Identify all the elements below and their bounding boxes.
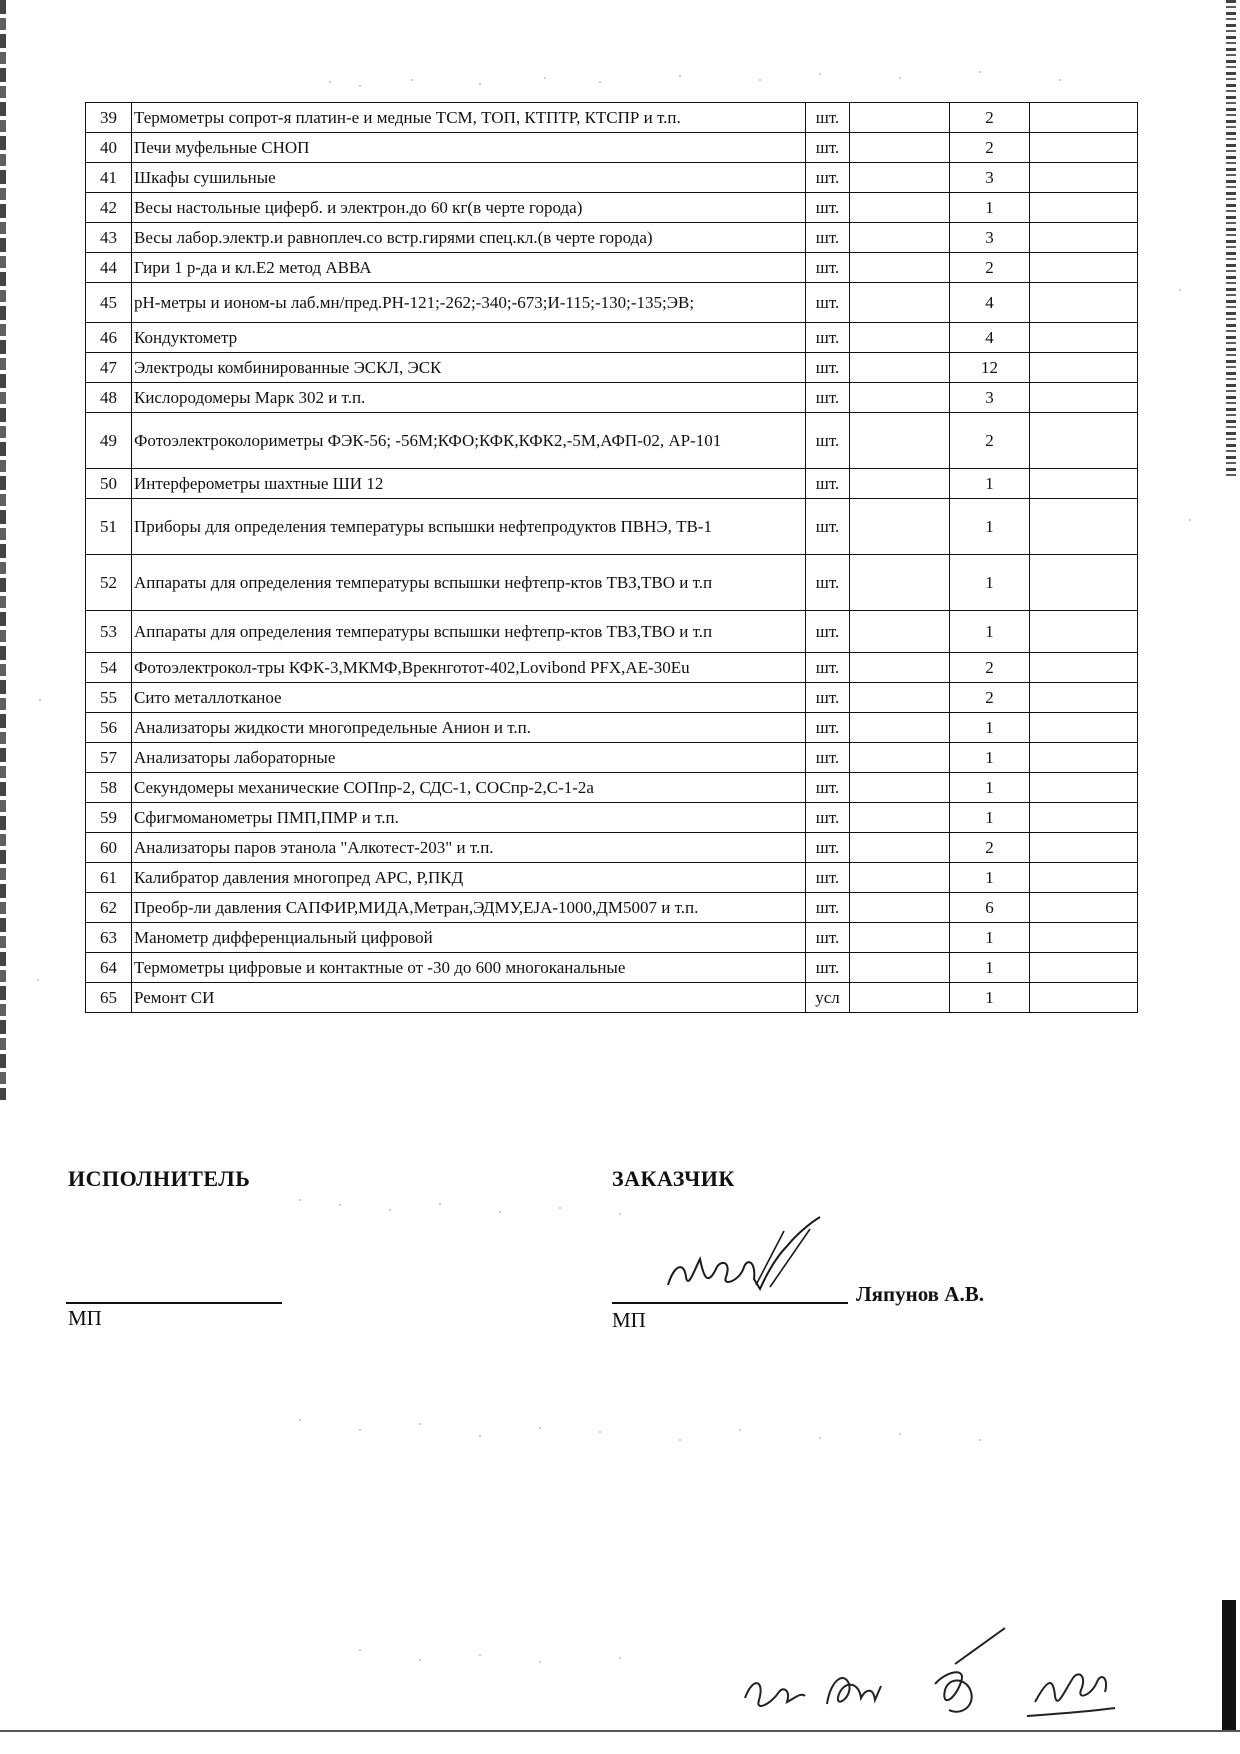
empty-cell [1030, 983, 1138, 1013]
table-row [86, 283, 1138, 323]
empty-cell [1030, 103, 1138, 133]
empty-cell [1030, 469, 1138, 499]
customer-stamp-label: МП [612, 1308, 646, 1332]
item-quantity: 1 [950, 469, 1030, 499]
row-number: 43 [86, 223, 132, 253]
item-unit: шт. [806, 163, 850, 193]
item-name: Весы лабор.электр.и равноплеч.со встр.гирями спец.кл.(в черте города) [132, 223, 806, 253]
empty-cell [850, 353, 950, 383]
item-quantity: 2 [950, 413, 1030, 469]
item-name: Калибратор давления многопред АРС, Р,ПКД [132, 863, 806, 893]
empty-cell [850, 223, 950, 253]
empty-cell [850, 383, 950, 413]
item-unit: шт. [806, 413, 850, 469]
empty-cell [850, 743, 950, 773]
item-unit: шт. [806, 383, 850, 413]
empty-cell [850, 653, 950, 683]
item-quantity: 4 [950, 323, 1030, 353]
empty-cell [1030, 611, 1138, 653]
item-quantity: 1 [950, 803, 1030, 833]
empty-cell [850, 833, 950, 863]
table-row [86, 469, 1138, 499]
row-number: 64 [86, 953, 132, 983]
empty-cell [1030, 223, 1138, 253]
table-row [86, 683, 1138, 713]
empty-cell [850, 103, 950, 133]
item-quantity: 1 [950, 713, 1030, 743]
item-name: Интерферометры шахтные ШИ 12 [132, 469, 806, 499]
item-name: Секундомеры механические СОПпр-2, СДС-1, СОСпр-2,С-1-2а [132, 773, 806, 803]
executor-stamp-label: МП [68, 1306, 102, 1330]
item-name: pH-метры и ионом-ы лаб.мн/пред.РН-121;-262;-340;-673;И-115;-130;-135;ЭВ; [132, 283, 806, 323]
items-table [85, 102, 1138, 1013]
item-quantity: 1 [950, 499, 1030, 555]
item-quantity: 1 [950, 611, 1030, 653]
item-unit: шт. [806, 499, 850, 555]
table-row [86, 103, 1138, 133]
scan-edge-artifact-right-bottom [1222, 1600, 1236, 1730]
table-row [86, 499, 1138, 555]
item-unit: шт. [806, 283, 850, 323]
item-unit: шт. [806, 863, 850, 893]
empty-cell [850, 133, 950, 163]
item-name: Сито металлотканое [132, 683, 806, 713]
item-quantity: 1 [950, 953, 1030, 983]
item-unit: шт. [806, 323, 850, 353]
item-unit: шт. [806, 653, 850, 683]
empty-cell [1030, 683, 1138, 713]
item-name: Анализаторы паров этанола "Алкотест-203" и т.п. [132, 833, 806, 863]
row-number: 39 [86, 103, 132, 133]
item-unit: шт. [806, 683, 850, 713]
item-unit: шт. [806, 713, 850, 743]
item-name: Электроды комбинированные ЭСКЛ, ЭСК [132, 353, 806, 383]
table-row [86, 743, 1138, 773]
item-name: Аппараты для определения температуры вспышки нефтепр-ктов ТВЗ,ТВО и т.п [132, 611, 806, 653]
row-number: 56 [86, 713, 132, 743]
row-number: 58 [86, 773, 132, 803]
empty-cell [1030, 133, 1138, 163]
item-quantity: 12 [950, 353, 1030, 383]
item-quantity: 2 [950, 683, 1030, 713]
item-quantity: 2 [950, 103, 1030, 133]
empty-cell [1030, 713, 1138, 743]
empty-cell [850, 323, 950, 353]
empty-cell [850, 555, 950, 611]
item-name: Термометры цифровые и контактные от -30 до 600 многоканальные [132, 953, 806, 983]
empty-cell [1030, 383, 1138, 413]
empty-cell [850, 893, 950, 923]
item-name: Приборы для определения температуры вспышки нефтепродуктов ПВНЭ, ТВ-1 [132, 499, 806, 555]
item-name: Кислородомеры Марк 302 и т.п. [132, 383, 806, 413]
empty-cell [850, 773, 950, 803]
item-quantity: 4 [950, 283, 1030, 323]
empty-cell [850, 803, 950, 833]
row-number: 42 [86, 193, 132, 223]
row-number: 65 [86, 983, 132, 1013]
table-row [86, 983, 1138, 1013]
item-quantity: 2 [950, 253, 1030, 283]
item-name: Фотоэлектроколориметры ФЭК-56; -56М;КФО;КФК,КФК2,-5М,АФП-02, АР-101 [132, 413, 806, 469]
customer-signature [660, 1215, 840, 1310]
row-number: 44 [86, 253, 132, 283]
table-row [86, 713, 1138, 743]
row-number: 46 [86, 323, 132, 353]
item-name: Фотоэлектрокол-тры КФК-3,МКМФ,Врекнготот-402,Lovibond PFX,AE-30Eu [132, 653, 806, 683]
row-number: 55 [86, 683, 132, 713]
row-number: 50 [86, 469, 132, 499]
row-number: 59 [86, 803, 132, 833]
item-name: Кондуктометр [132, 323, 806, 353]
table-row [86, 833, 1138, 863]
empty-cell [850, 283, 950, 323]
empty-cell [850, 923, 950, 953]
empty-cell [850, 253, 950, 283]
item-name: Анализаторы жидкости многопредельные Анион и т.п. [132, 713, 806, 743]
scan-bottom-line [0, 1730, 1240, 1732]
empty-cell [1030, 773, 1138, 803]
empty-cell [1030, 323, 1138, 353]
customer-signatory-name: Ляпунов А.В. [856, 1282, 984, 1306]
item-unit: шт. [806, 953, 850, 983]
empty-cell [1030, 653, 1138, 683]
item-unit: шт. [806, 833, 850, 863]
empty-cell [1030, 833, 1138, 863]
table-row [86, 863, 1138, 893]
empty-cell [1030, 555, 1138, 611]
item-name: Манометр дифференциальный цифровой [132, 923, 806, 953]
empty-cell [1030, 283, 1138, 323]
item-unit: шт. [806, 611, 850, 653]
item-quantity: 2 [950, 653, 1030, 683]
table-row [86, 193, 1138, 223]
empty-cell [850, 983, 950, 1013]
item-quantity: 2 [950, 833, 1030, 863]
empty-cell [850, 193, 950, 223]
item-name: Весы настольные циферб. и электрон.до 60 кг(в черте города) [132, 193, 806, 223]
table-row [86, 773, 1138, 803]
executor-signature-line [66, 1302, 282, 1304]
item-unit: шт. [806, 743, 850, 773]
row-number: 57 [86, 743, 132, 773]
item-name: Преобр-ли давления САПФИР,МИДА,Метран,ЭДМУ,EJA-1000,ДМ5007 и т.п. [132, 893, 806, 923]
empty-cell [850, 163, 950, 193]
item-quantity: 2 [950, 133, 1030, 163]
item-quantity: 3 [950, 223, 1030, 253]
item-name: Анализаторы лабораторные [132, 743, 806, 773]
table-row [86, 413, 1138, 469]
item-name: Аппараты для определения температуры вспышки нефтепр-ктов ТВЗ,ТВО и т.п [132, 555, 806, 611]
row-number: 51 [86, 499, 132, 555]
item-unit: шт. [806, 803, 850, 833]
customer-title: ЗАКАЗЧИК [612, 1166, 735, 1191]
item-quantity: 1 [950, 923, 1030, 953]
table-row [86, 353, 1138, 383]
empty-cell [1030, 413, 1138, 469]
empty-cell [1030, 923, 1138, 953]
item-unit: шт. [806, 193, 850, 223]
item-quantity: 1 [950, 555, 1030, 611]
scan-edge-artifact-right [1226, 0, 1236, 480]
item-unit: шт. [806, 469, 850, 499]
item-unit: усл [806, 983, 850, 1013]
item-unit: шт. [806, 923, 850, 953]
item-quantity: 1 [950, 773, 1030, 803]
page-initials-signatures [735, 1620, 1155, 1730]
item-unit: шт. [806, 103, 850, 133]
row-number: 49 [86, 413, 132, 469]
table-row [86, 923, 1138, 953]
empty-cell [850, 863, 950, 893]
empty-cell [1030, 353, 1138, 383]
item-name: Гири 1 р-да и кл.Е2 метод АВВА [132, 253, 806, 283]
table-row [86, 133, 1138, 163]
item-quantity: 6 [950, 893, 1030, 923]
empty-cell [850, 713, 950, 743]
item-unit: шт. [806, 133, 850, 163]
table-row [86, 953, 1138, 983]
item-quantity: 3 [950, 383, 1030, 413]
empty-cell [1030, 193, 1138, 223]
table-row [86, 383, 1138, 413]
item-quantity: 1 [950, 863, 1030, 893]
item-quantity: 1 [950, 193, 1030, 223]
item-unit: шт. [806, 773, 850, 803]
row-number: 60 [86, 833, 132, 863]
table-row [86, 653, 1138, 683]
empty-cell [1030, 253, 1138, 283]
item-name: Шкафы сушильные [132, 163, 806, 193]
empty-cell [850, 413, 950, 469]
table-row [86, 253, 1138, 283]
table-row [86, 163, 1138, 193]
item-name: Ремонт СИ [132, 983, 806, 1013]
empty-cell [1030, 803, 1138, 833]
item-quantity: 1 [950, 743, 1030, 773]
row-number: 41 [86, 163, 132, 193]
row-number: 61 [86, 863, 132, 893]
row-number: 54 [86, 653, 132, 683]
empty-cell [850, 953, 950, 983]
table-row [86, 893, 1138, 923]
item-name: Печи муфельные СНОП [132, 133, 806, 163]
empty-cell [850, 469, 950, 499]
item-unit: шт. [806, 555, 850, 611]
row-number: 63 [86, 923, 132, 953]
row-number: 45 [86, 283, 132, 323]
row-number: 53 [86, 611, 132, 653]
item-name: Термометры сопрот-я платин-е и медные ТСМ, ТОП, КТПТР, КТСПР и т.п. [132, 103, 806, 133]
table-row [86, 555, 1138, 611]
item-quantity: 1 [950, 983, 1030, 1013]
empty-cell [850, 499, 950, 555]
executor-title: ИСПОЛНИТЕЛЬ [68, 1166, 251, 1191]
item-unit: шт. [806, 353, 850, 383]
row-number: 62 [86, 893, 132, 923]
item-unit: шт. [806, 893, 850, 923]
row-number: 52 [86, 555, 132, 611]
empty-cell [1030, 499, 1138, 555]
empty-cell [850, 683, 950, 713]
item-unit: шт. [806, 253, 850, 283]
table-row [86, 223, 1138, 253]
empty-cell [1030, 743, 1138, 773]
empty-cell [1030, 953, 1138, 983]
row-number: 47 [86, 353, 132, 383]
empty-cell [1030, 863, 1138, 893]
row-number: 48 [86, 383, 132, 413]
item-quantity: 3 [950, 163, 1030, 193]
item-name: Сфигмоманометры ПМП,ПМР и т.п. [132, 803, 806, 833]
empty-cell [1030, 893, 1138, 923]
row-number: 40 [86, 133, 132, 163]
empty-cell [850, 611, 950, 653]
empty-cell [1030, 163, 1138, 193]
table-row [86, 611, 1138, 653]
table-row [86, 323, 1138, 353]
table-row [86, 803, 1138, 833]
scan-edge-artifact-left [0, 0, 6, 1100]
item-unit: шт. [806, 223, 850, 253]
